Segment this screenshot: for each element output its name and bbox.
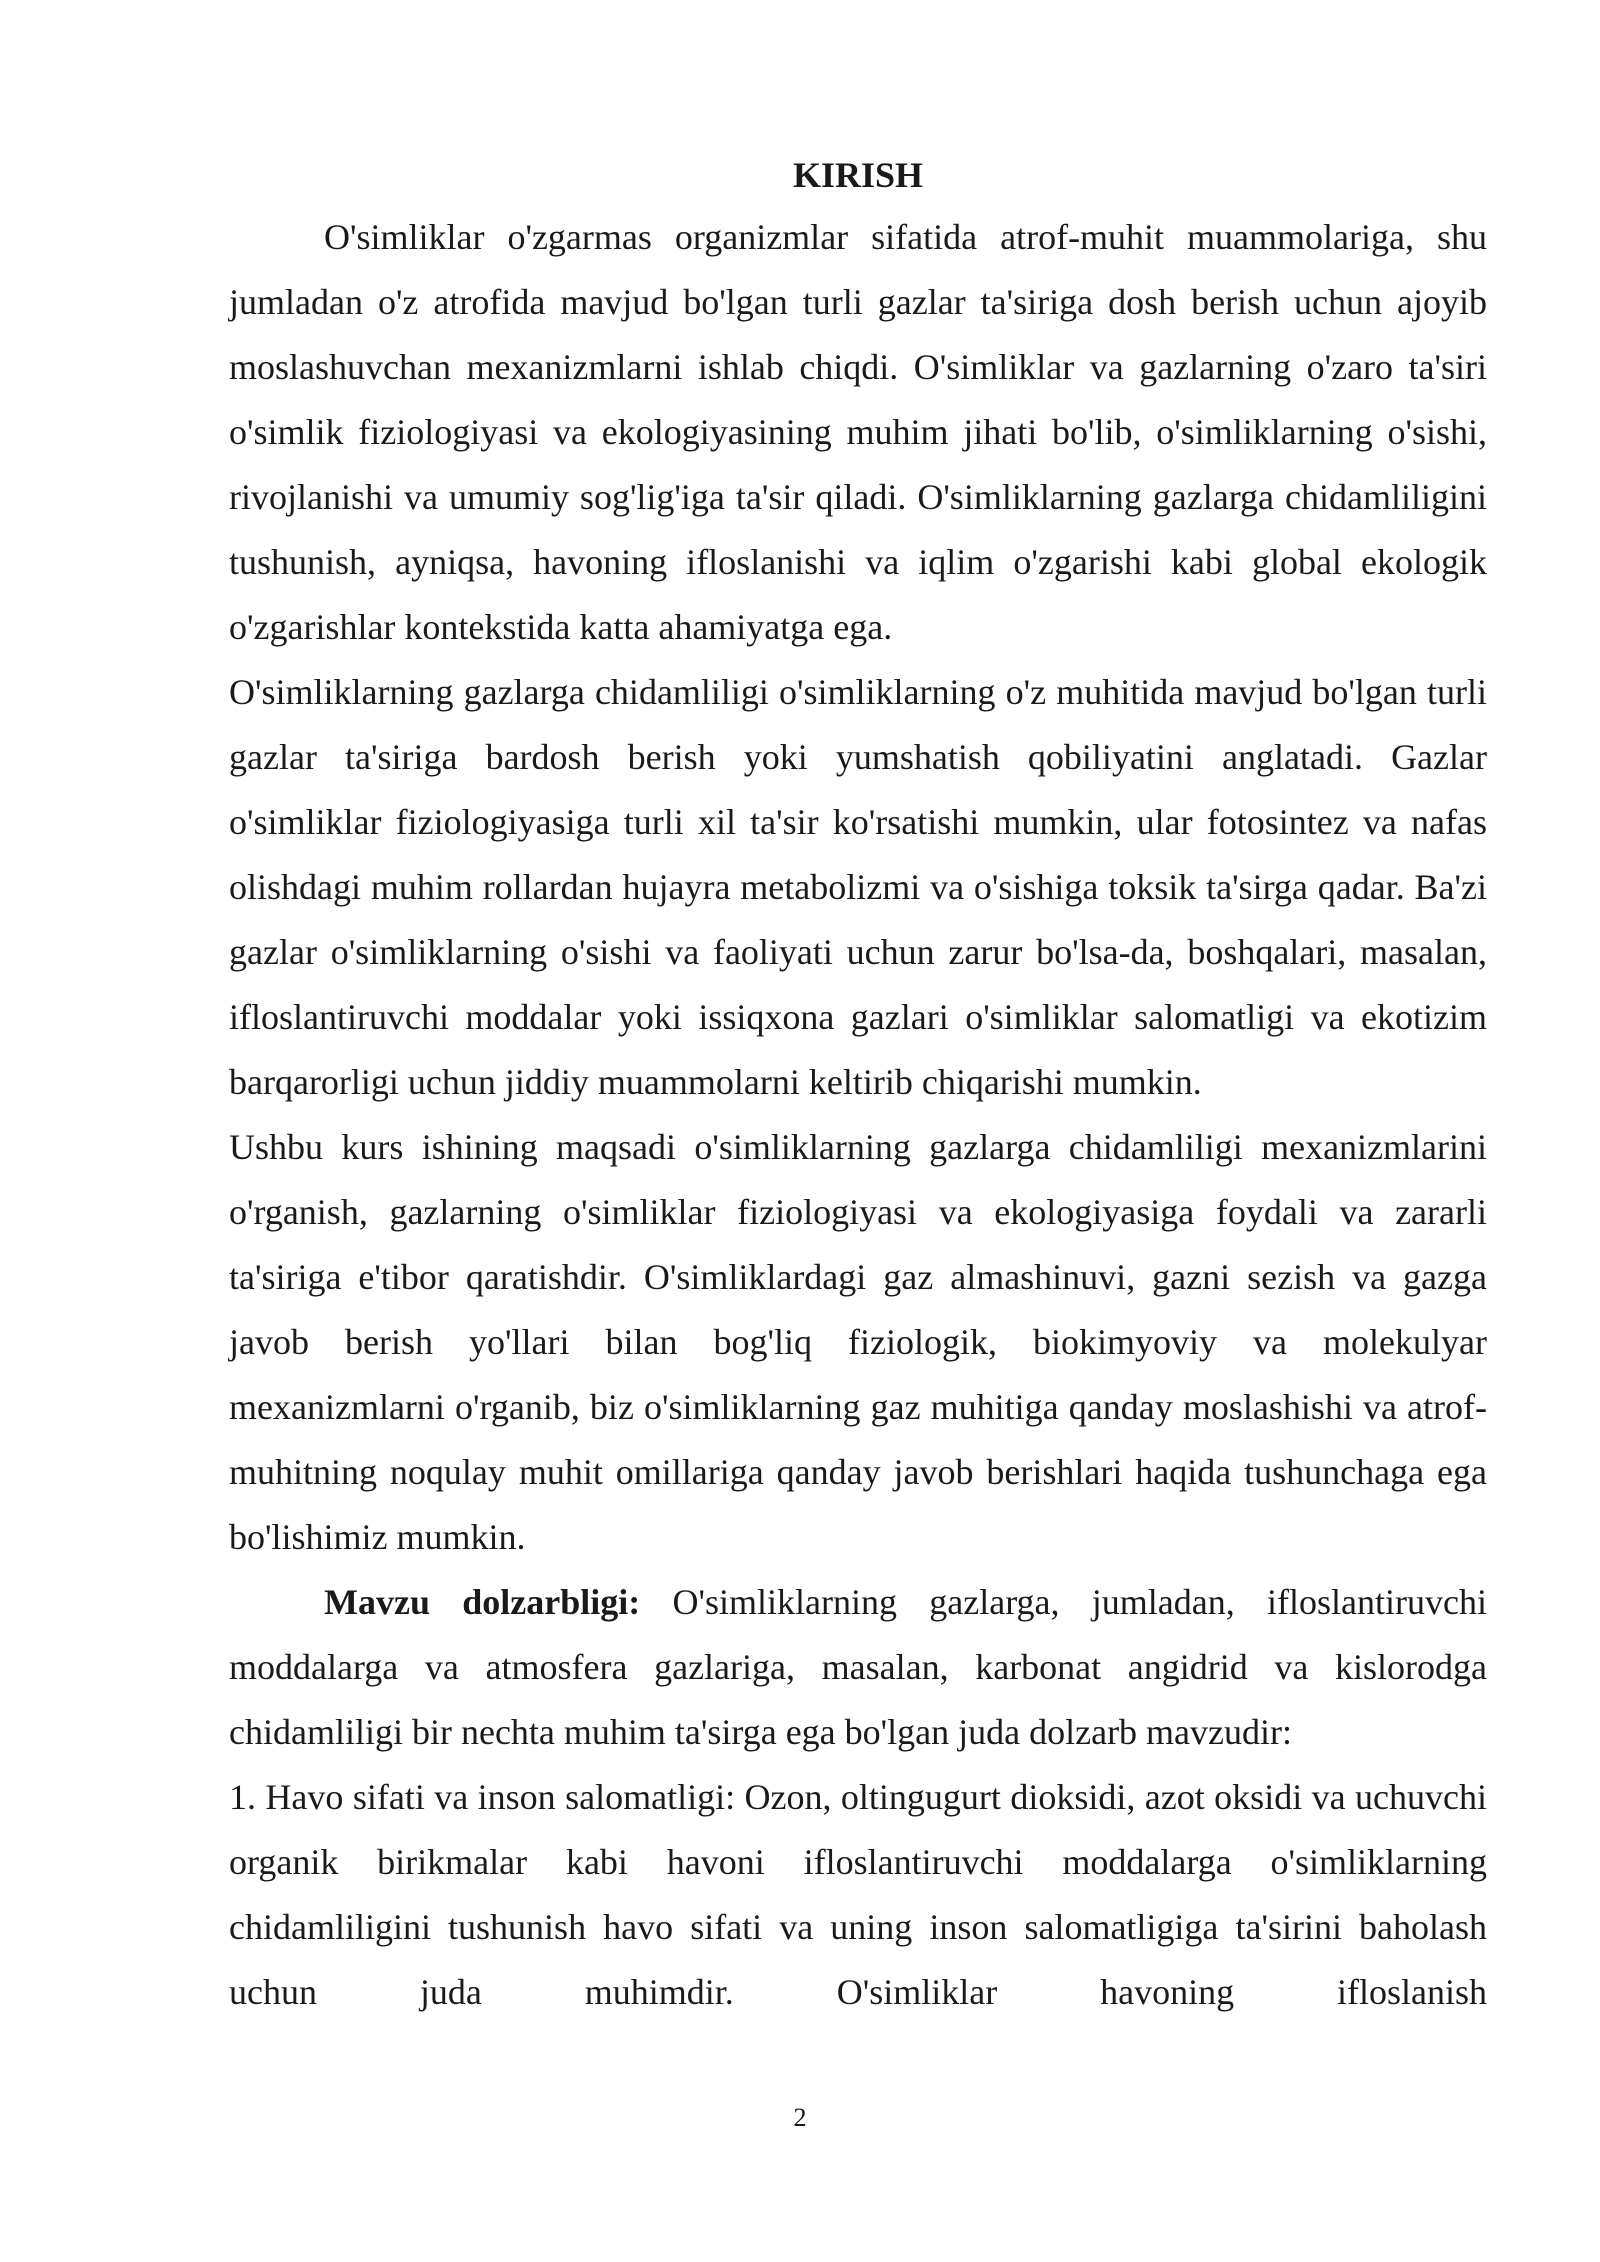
relevance-text: O'simliklarning gazlarga, jumladan, ifloslantiruvchi moddalarga va atmosfera gazlariga, masalan, karbonat angidrid va kislorodga chidamliligi bir nechta muhim ta'sirga ega bo'lgan juda dolzarb mavzudir: <box>229 1582 1487 1752</box>
intro-paragraph-2: O'simliklarning gazlarga chidamliligi o'simliklarning o'z muhitida mavjud bo'lgan turli gazlar ta'siriga bardosh berish yoki yumshatish qobiliyatini anglatadi. Gazlar o'simliklar fiziologiyasiga turli xil ta'sir ko'rsatishi mumkin, ular fotosintez va nafas olishdagi muhim rollardan hujayra metabolizmi va o'sishiga toksik ta'sirga qadar. Ba'zi gazlar o'simliklarning o'sishi va faoliyati uchun zarur bo'lsa-da, boshqalari, masalan, ifloslantiruvchi moddalar yoki issiqxona gazlari o'simliklar salomatligi va ekotizim barqarorligi uchun jiddiy muammolarni keltirib chiqarishi mumkin. <box>229 672 1487 1102</box>
page-content <box>229 145 1487 2025</box>
relevance-label: Mavzu dolzarbligi: <box>324 1582 641 1622</box>
list-item-1: 1. Havo sifati va inson salomatligi: Ozon, oltingugurt dioksidi, azot oksidi va uchuvchi organik birikmalar kabi havoni ifloslantiruvchi moddalarga o'simliklarning chidamliligini tushunish havo sifati va uning inson salomatligiga ta'sirini baholash uchun juda muhimdir. O'simliklar havoning ifloslanish <box>229 1777 1487 2012</box>
intro-paragraph-3: Ushbu kurs ishining maqsadi o'simliklarning gazlarga chidamliligi mexanizmlarini o'rganish, gazlarning o'simliklar fiziologiyasi va ekologiyasiga foydali va zararli ta'siriga e'tibor qaratishdir. O'simliklardagi gaz almashinuvi, gazni sezish va gazga javob berish yo'llari bilan bog'liq fiziologik, biokimyoviy va molekulyar mexanizmlarni o'rganib, biz o'simliklarning gaz muhitiga qanday moslashishi va atrof-muhitning noqulay muhit omillariga qanday javob berishlari haqida tushunchaga ega bo'lishimiz mumkin. <box>229 1127 1487 1557</box>
intro-paragraph-1: O'simliklar o'zgarmas organizmlar sifatida atrof-muhit muammolariga, shu jumladan o'z atrofida mavjud bo'lgan turli gazlar ta'siriga dosh berish uchun ajoyib moslashuvchan mexanizmlarni ishlab chiqdi. O'simliklar va gazlarning o'zaro ta'siri o'simlik fiziologiyasi va ekologiyasining muhim jihati bo'lib, o'simliklarning o'sishi, rivojlanishi va umumiy sog'lig'iga ta'sir qiladi. O'simliklarning gazlarga chidamliligini tushunish, ayniqsa, havoning ifloslanishi va iqlim o'zgarishi kabi global ekologik o'zgarishlar kontekstida katta ahamiyatga ega. <box>229 217 1487 647</box>
page-number: 2 <box>793 2103 807 2132</box>
relevance-paragraph <box>229 1570 1487 1765</box>
page-heading: KIRISH <box>792 155 924 195</box>
